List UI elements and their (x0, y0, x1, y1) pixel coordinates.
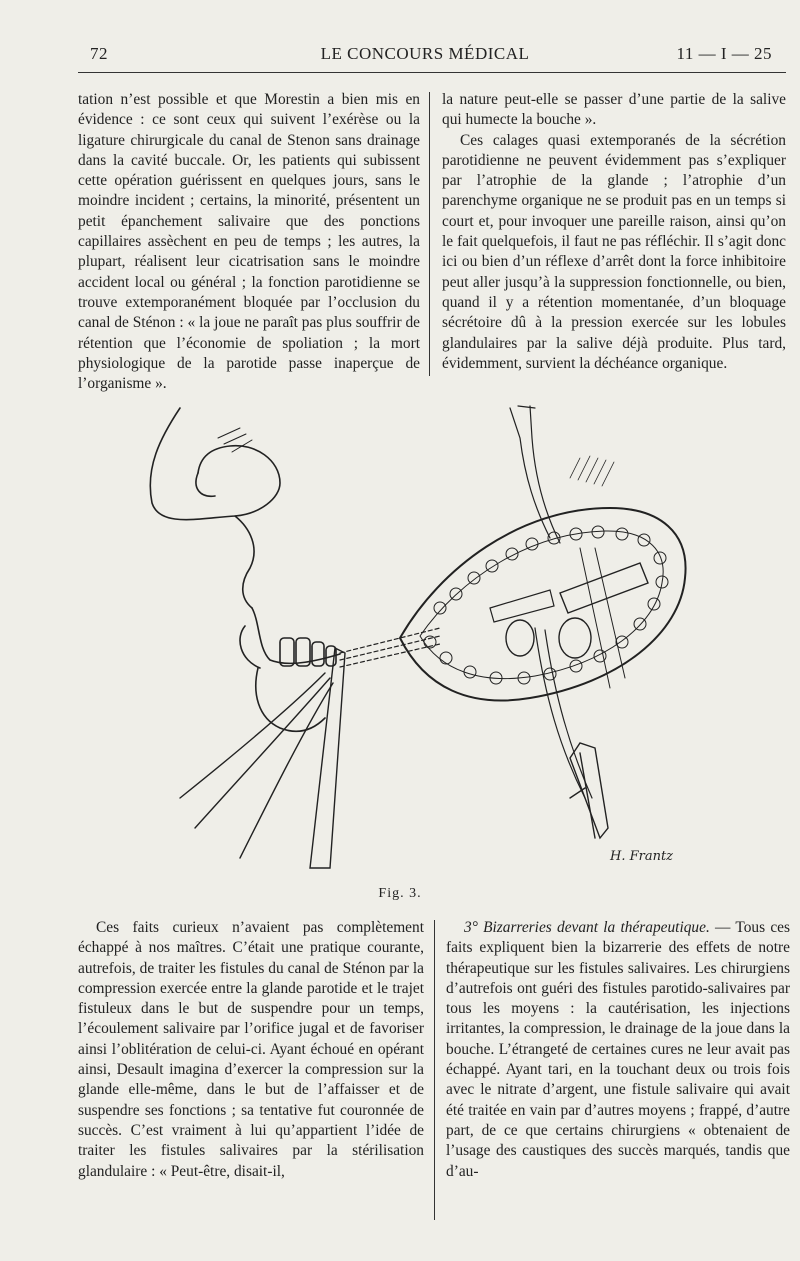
top-right-column (442, 90, 786, 374)
section-heading: 3° Bizarreries devant la thérapeutique. (464, 919, 710, 936)
page-number: 72 (90, 44, 108, 63)
column-divider (434, 920, 435, 1220)
paragraph (446, 918, 790, 1182)
paragraph: Ces calages quasi extemporanés de la sécrétion parotidienne ne peuvent évidemment pas s’expliquer par l’atrophie de la glande ; l’atrophie d’un parenchyme organique ne se produit pas en un temps si court et, pour invoquer une pareille raison, ainsi qu’on le fait quelquefois, il faut ne pas réfléchir. Il s’agit donc ici ou bien d’un réflexe d’arrêt dont la force inhibitoire peut aller jusqu’à la suppression fonctionnelle, ou bien, quand il y a rétention momentanée, d’un bloquage sécrétoire dû à la pression exercée sur les lobules glandulaires par la salive déjà produite. Plus tard, évidemment, survient la déchéance organique. (442, 131, 786, 372)
header-rule (78, 72, 786, 73)
probe-instrument (180, 648, 345, 868)
paragraph-body: — Tous ces faits expliquent bien la bizarrerie des effets de notre thérapeutique sur les fistules salivaires. Les chirurgiens d’autrefois ont guéri des fistules parotido-salivaires par tous les moyens : la cautérisation, les injections irritantes, la compression, le drainage de la joue dans la bouche. L’étrangeté de certaines cures ne leur avait pas échappé. Ayant tari, en la touchant deux ou trois fois avec le nitrate d’argent, une fistule salivaire qui avait été traitée en vain par d’autres moyens ; frappé, d’autre part, de ce que certains chirurgiens « obtenaient de l’usage des caustiques des succès marqués, tandis que d’au- (446, 919, 790, 1180)
suture-threads (510, 406, 592, 798)
top-left-column (78, 90, 420, 394)
shading (570, 456, 614, 486)
journal-title: LE CONCOURS MÉDICAL (320, 44, 530, 63)
bottom-left-column (78, 918, 424, 1182)
bottom-right-column (446, 918, 790, 1182)
column-divider (429, 92, 430, 376)
surgical-illustration (140, 398, 710, 880)
figure-caption: Fig. 3. (378, 886, 422, 901)
face-profile (150, 408, 340, 731)
paragraph: Ces faits curieux n’avaient pas complètement échappé à nos maîtres. C’était une pratique courante, autrefois, de traiter les fistules du canal de Sténon par la compression exercée entre la glande parotide et le trajet fistuleux dans le but de suspendre pour un temps, l’écoulement salivaire par l’orifice jugal et de favoriser ainsi l’oblitération de celui-ci. Ayant échoué en opérant ainsi, Desault imagina d’exercer la compression sur la glande elle-même, dans le but de l’affaisser et de suspendre ses fonctions ; sa tentative fut couronnée de succès. C’est vraiment à lui qu’appartient l’idée de traiter les fistules salivaires par la stérilisation glandulaire : « Peut-être, disait-il, (78, 919, 424, 1180)
issue-date: 11 — I — 25 (676, 44, 772, 63)
paragraph: la nature peut-elle se passer d’une partie de la salive qui humecte la bouche ». (442, 91, 786, 129)
artist-signature: H. Frantz (610, 849, 674, 864)
running-header (78, 40, 772, 68)
duct-path (340, 628, 440, 667)
paragraph: tation n’est possible et que Morestin a bien mis en évidence : ce sont ceux qui suivent l’exérèse ou la ligature chirurgicale du canal de Stenon sans drainage dans la cavité buccale. Or, les patients qui subissent cette opération guérissent en quelques jours, sans le moindre incident ; certains, la minorité, présentent un petit épanchement salivaire que des ponctions capillaires assèchent en peu de temps ; les autres, la plupart, réalisent leur cicatrisation sans le moindre accident local ou général ; la fonction parotidienne se trouve extemporanément bloquée par l’occlusion du canal de Sténon : « la joue ne paraît pas plus souffrir de rétention que l’économie de spoliation ; la mort physiologique de la parotide passe inaperçue de l’organisme ». (78, 91, 420, 393)
